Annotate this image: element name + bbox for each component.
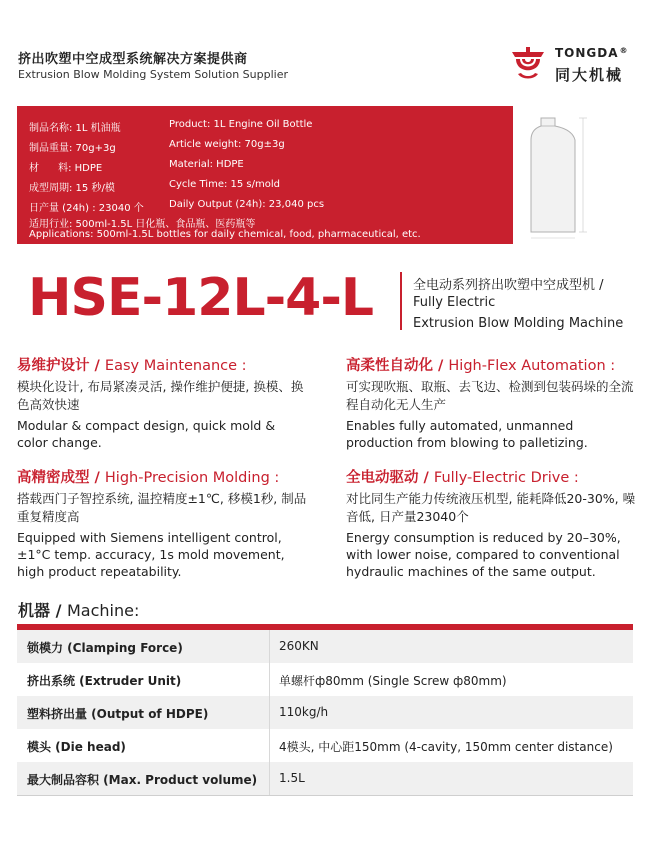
feature-fully-electric-drive — [346, 469, 636, 580]
table-bottom-line — [17, 795, 633, 796]
product-name-cn: 制品名称: 1L 机油瓶 — [29, 123, 121, 134]
feature-easy-maintenance — [17, 357, 307, 451]
table-row — [17, 729, 633, 762]
applications-en: Applications: 500ml-1.5L bottles for daily chemical, food, pharmaceutical, etc. — [29, 229, 421, 240]
machine-section-title: 机器 / Machine: — [18, 601, 140, 620]
model-desc-en-line1: Fully Electric — [413, 295, 496, 310]
spec-value: 单螺杆ф80mm (Single Screw ф80mm) — [279, 674, 507, 688]
spec-label: 模头 (Die head) — [27, 740, 126, 754]
spec-label: 塑料挤出量 (Output of HDPE) — [27, 707, 209, 721]
spec-value: 4模头, 中心距150mm (4-cavity, 150mm center distance) — [279, 740, 613, 754]
company-tagline-cn: 挤出吹塑中空成型系统解决方案提供商 — [18, 52, 248, 67]
feature-high-flex-automation — [346, 357, 636, 451]
spec-divider — [269, 762, 270, 795]
feature-body-en: Modular & compact design, quick mold & color change. — [17, 418, 276, 450]
spec-label: 挤出系统 (Extruder Unit) — [27, 674, 182, 688]
feature-title: 高柔性自动化 / High-Flex Automation : — [346, 358, 616, 374]
feature-body-cn: 模块化设计, 布局紧凑灵活, 操作维护便捷, 换模、换色高效快速 — [17, 379, 304, 412]
spec-label: 锁模力 (Clamping Force) — [27, 641, 183, 655]
feature-body-en: Enables fully automated, unmanned production from blowing to palletizing. — [346, 418, 588, 450]
bottle-drawing — [513, 106, 633, 244]
feature-body-cn: 对比同生产能力传统液压机型, 能耗降低20-30%, 噪音低, 日产量23040个 — [346, 491, 636, 524]
spec-value: 110kg/h — [279, 705, 329, 719]
model-desc-cn: 全电动系列挤出吹塑中空成型机 / — [413, 278, 604, 293]
product-weight-cn: 制品重量: 70g+3g — [29, 143, 116, 154]
bottle-drawing-icon — [513, 106, 633, 244]
spec-value: 1.5L — [279, 771, 305, 785]
product-cycle-en: Cycle Time: 15 s/mold — [169, 179, 280, 190]
product-output-cn: 日产量 (24h) : 23040 个 — [29, 203, 144, 214]
feature-body-cn: 搭载西门子智控系统, 温控精度±1℃, 移模1秒, 制品重复精度高 — [17, 491, 307, 524]
logo-name-en: TONGDA® — [555, 46, 629, 60]
spec-value: 260KN — [279, 639, 319, 653]
tongda-logo-mark-icon — [508, 44, 548, 84]
product-cycle-cn: 成型周期: 15 秒/模 — [29, 183, 115, 194]
feature-high-precision-molding — [17, 469, 307, 580]
feature-title: 易维护设计 / Easy Maintenance : — [17, 358, 247, 374]
feature-title: 全电动驱动 / Fully-Electric Drive : — [346, 470, 579, 486]
product-name-en: Product: 1L Engine Oil Bottle — [169, 119, 313, 130]
feature-title: 高精密成型 / High-Precision Molding : — [17, 470, 280, 486]
spec-divider — [269, 729, 270, 762]
spec-label: 最大制品容积 (Max. Product volume) — [27, 773, 258, 787]
spec-divider — [269, 663, 270, 696]
spec-divider — [269, 630, 270, 663]
table-row — [17, 663, 633, 696]
product-material-cn: 材 料: HDPE — [29, 163, 103, 174]
model-name: HSE-12L-4-L — [28, 268, 374, 328]
feature-body-en: Equipped with Siemens intelligent control, ±1°C temp. accuracy, 1s mold movement, high product repeatability. — [17, 530, 285, 579]
product-output-en: Daily Output (24h): 23,040 pcs — [169, 199, 325, 210]
product-material-en: Material: HDPE — [169, 159, 244, 170]
applications-cn: 适用行业: 500ml-1.5L 日化瓶、食品瓶、医药瓶等 — [29, 219, 256, 230]
model-divider — [400, 272, 402, 330]
company-tagline-en: Extrusion Blow Molding System Solution Supplier — [18, 68, 288, 81]
spec-divider — [269, 696, 270, 729]
table-row — [17, 630, 633, 663]
logo-name-cn: 同大机械 — [555, 66, 624, 84]
feature-body-en: Energy consumption is reduced by 20–30%, with lower noise, compared to conventional hydraulic machines of the same output. — [346, 530, 621, 579]
table-row — [17, 762, 633, 795]
product-info-banner — [17, 106, 633, 244]
feature-body-cn: 可实现吹瓶、取瓶、去飞边、检测到包装码垛的全流程自动化无人生产 — [346, 379, 634, 412]
product-weight-en: Article weight: 70g±3g — [169, 139, 285, 150]
tongda-logo — [508, 42, 633, 88]
table-row — [17, 696, 633, 729]
model-desc-en-line2: Extrusion Blow Molding Machine — [413, 316, 624, 331]
